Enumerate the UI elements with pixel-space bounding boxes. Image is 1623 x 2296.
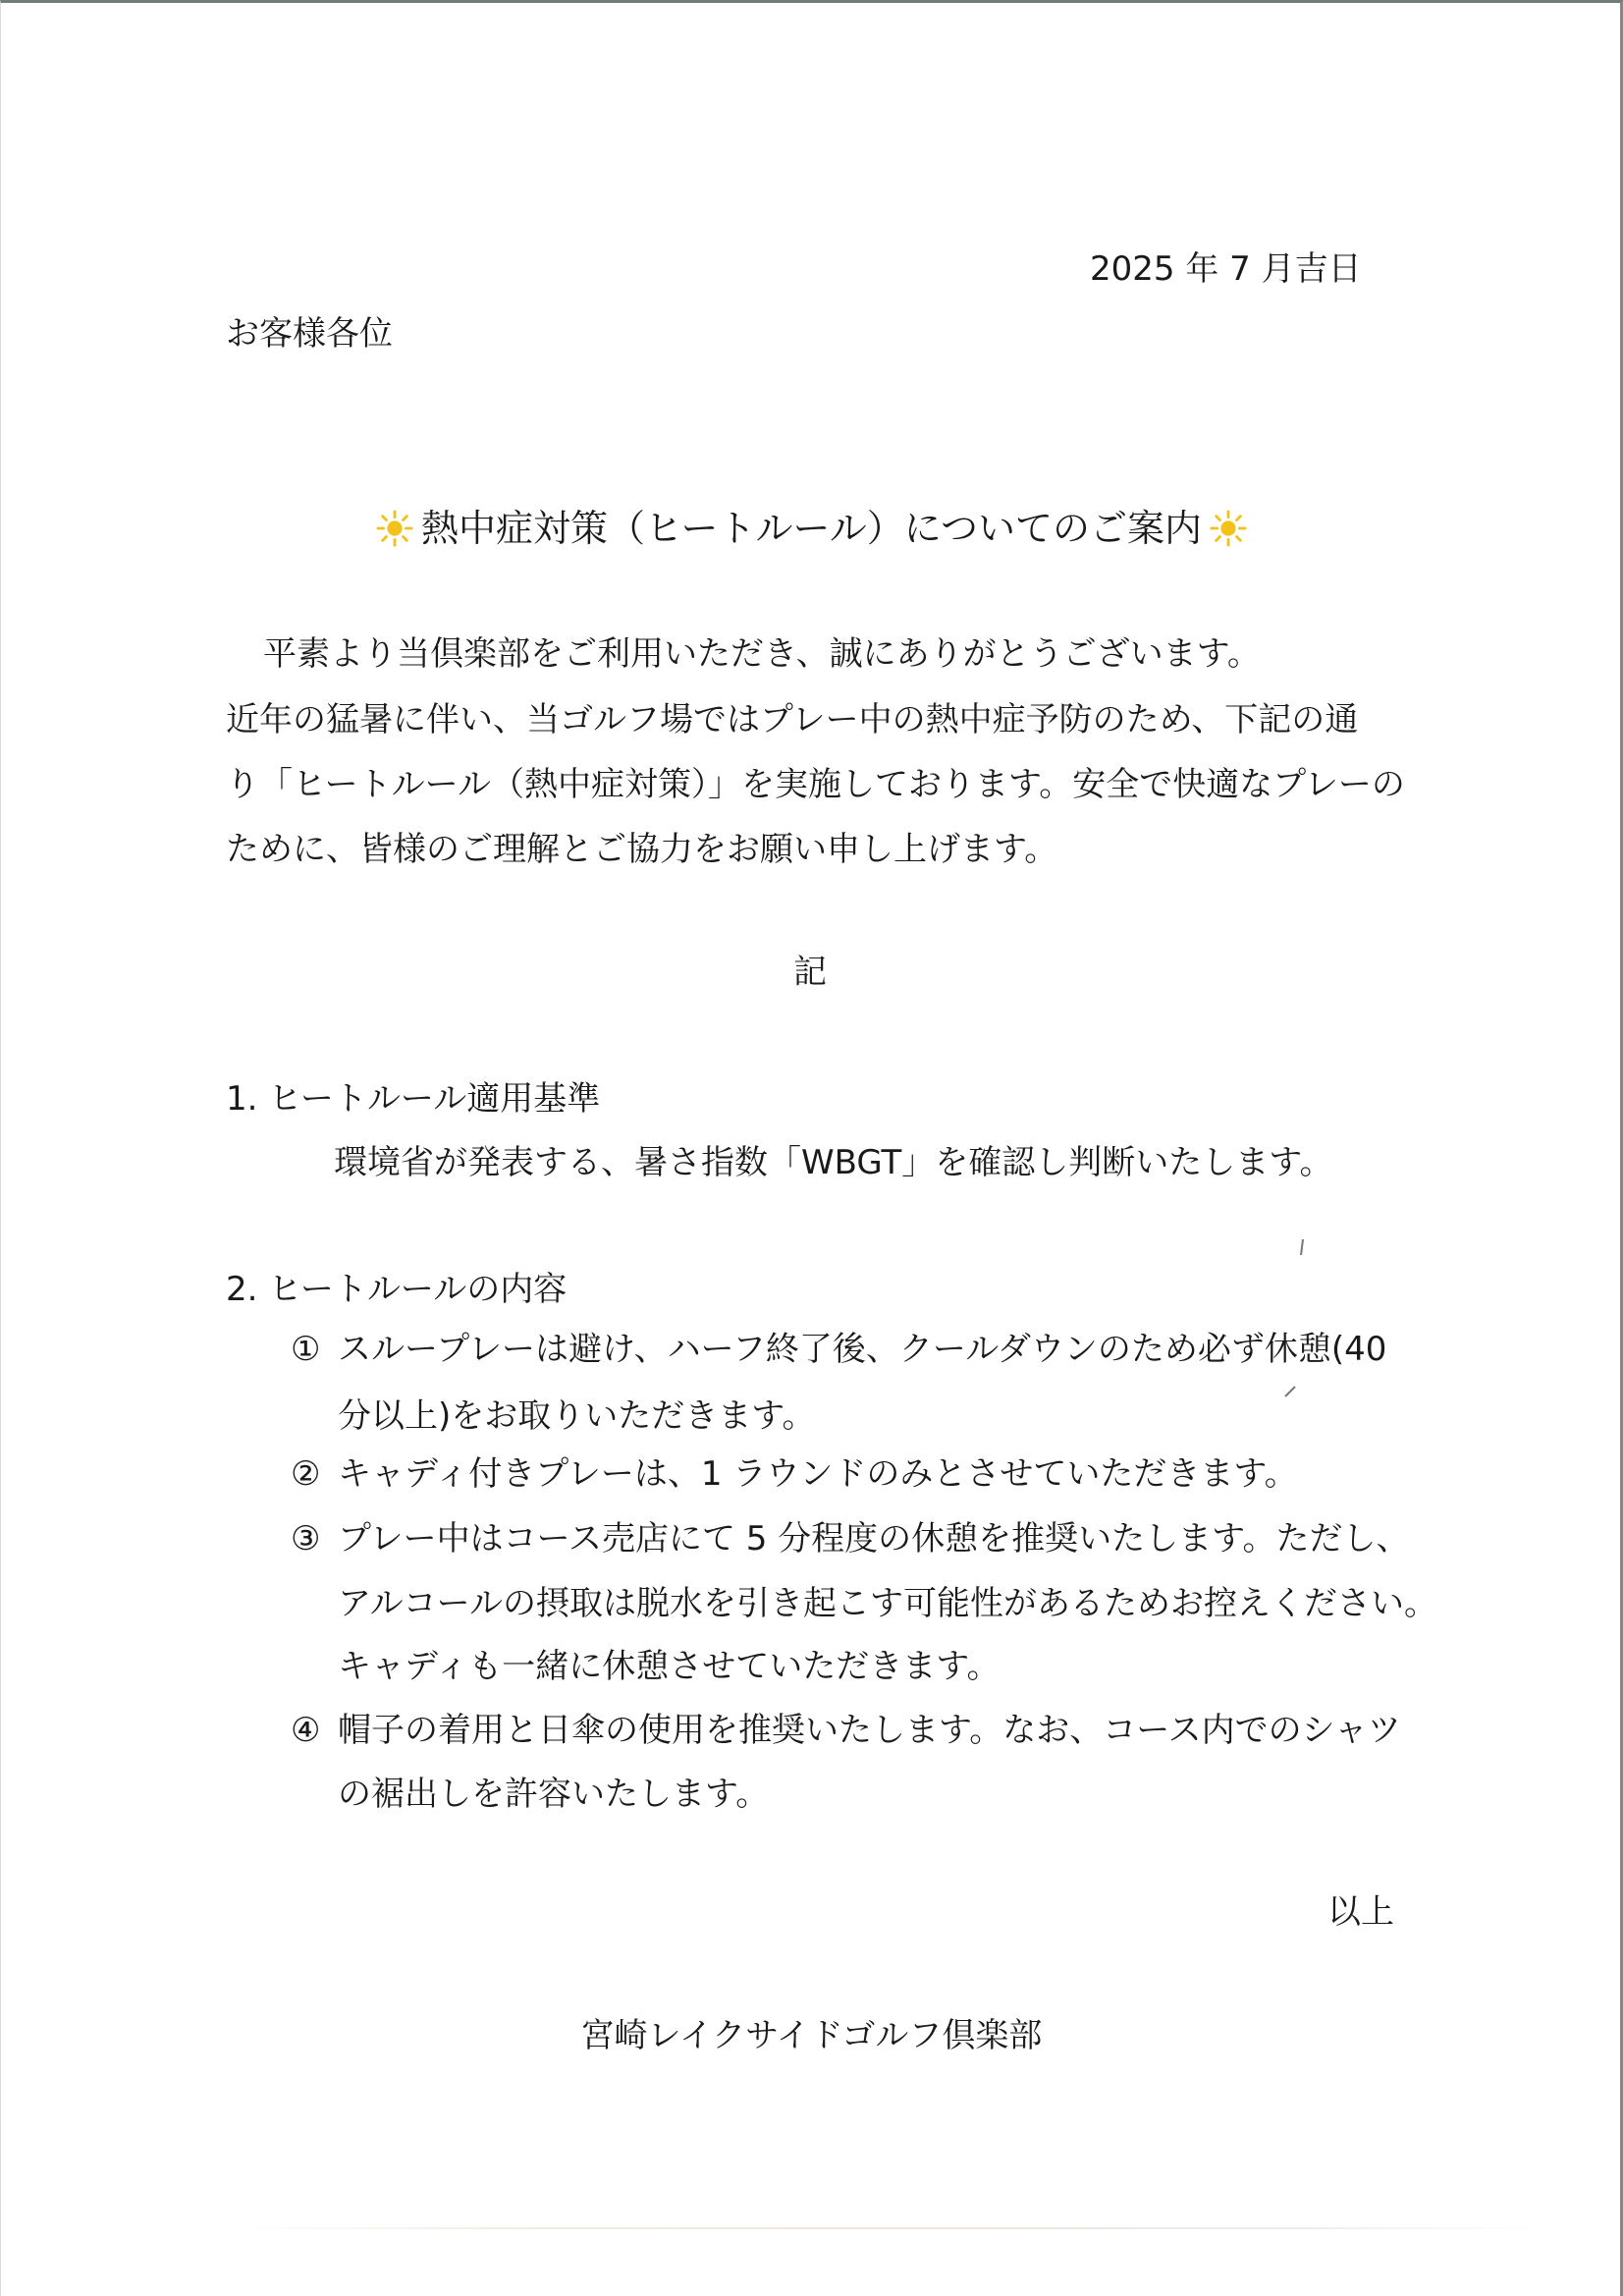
- item-4-line-1: 帽子の着用と日傘の使用を推奨いたします。なお、コース内でのシャツ: [338, 1711, 1401, 1750]
- section-1-body: 環境省が発表する、暑さ指数「WBGT」を確認し判断いたします。: [334, 1143, 1333, 1182]
- item-3-line-2: アルコールの摂取は脱水を引き起こす可能性があるためお控えください。: [338, 1584, 1437, 1623]
- item-1-line-2: 分以上)をお取りいただきます。: [338, 1396, 816, 1436]
- scan-speck: [1298, 1237, 1306, 1257]
- organization-name: 宮崎レイクサイドゴルフ倶楽部: [580, 2016, 1043, 2055]
- intro-line-2: 近年の猛暑に伴い、当ゴルフ場ではプレー中の熱中症予防のため、下記の通: [226, 700, 1359, 739]
- item-4-line-2: の裾出しを許容いたします。: [338, 1775, 770, 1814]
- ki-heading: 記: [793, 953, 827, 992]
- sun-icon: [1210, 510, 1247, 547]
- document-date: 2025 年 7 月吉日: [1090, 249, 1362, 289]
- item-2-line-1: キャディ付きプレーは、1 ラウンドのみとさせていただきます。: [338, 1454, 1298, 1494]
- item-1-number: ①: [291, 1330, 321, 1369]
- document-title-row: [0, 505, 1623, 552]
- addressee: お客様各位: [226, 314, 393, 354]
- item-2-number: ②: [291, 1454, 321, 1494]
- intro-line-3: り「ヒートルール（熱中症対策）」を実施しております。安全で快適なプレーの: [226, 765, 1405, 804]
- closing-ijo: 以上: [1327, 1892, 1394, 1932]
- section-2-heading: 2. ヒートルールの内容: [226, 1270, 568, 1309]
- document-title: 熱中症対策（ヒートルール）についてのご案内: [421, 507, 1202, 550]
- item-4-number: ④: [291, 1711, 321, 1750]
- item-3-number: ③: [291, 1519, 321, 1558]
- item-1-line-1: スループレーは避け、ハーフ終了後、クールダウンのため必ず休憩(40: [338, 1330, 1387, 1369]
- scan-speck: [1282, 1385, 1298, 1398]
- sun-icon: [376, 510, 413, 547]
- item-3-line-1: プレー中はコース売店にて 5 分程度の休憩を推奨いたします。ただし、: [338, 1519, 1410, 1558]
- intro-line-1: 平素より当倶楽部をご利用いただき、誠にありがとうございます。: [263, 634, 1261, 674]
- item-3-line-3: キャディも一緒に休憩させていただきます。: [338, 1647, 1001, 1686]
- section-1-heading: 1. ヒートルール適用基準: [226, 1079, 601, 1119]
- intro-line-4: ために、皆様のご理解とご協力をお願い申し上げます。: [226, 830, 1058, 869]
- scan-bottom-line: [226, 2227, 1551, 2229]
